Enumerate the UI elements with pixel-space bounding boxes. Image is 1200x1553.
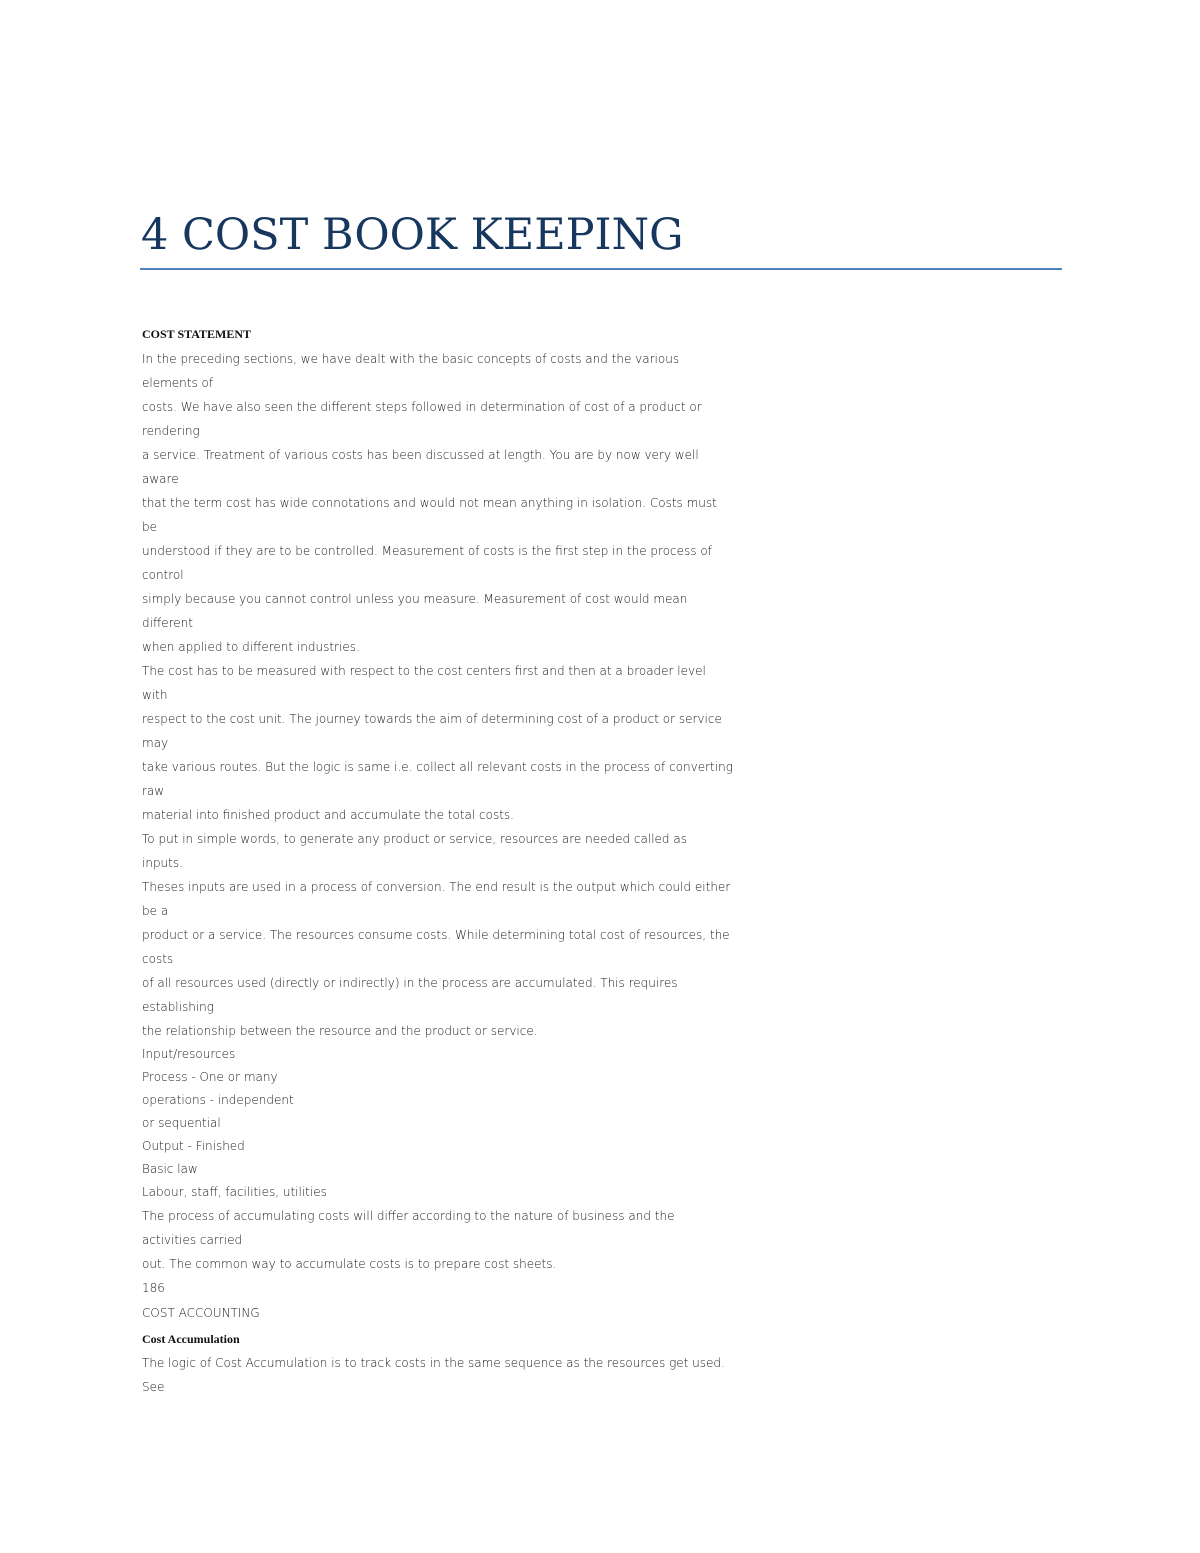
- paragraph-line: that the term cost has wide connotations and would not mean anything in isolation. Costs must: [142, 496, 717, 510]
- paragraph-line: control: [142, 568, 184, 582]
- section-heading: COST STATEMENT: [142, 327, 252, 341]
- paragraph-line: inputs.: [142, 856, 183, 870]
- paragraph-line: costs: [142, 952, 174, 966]
- paragraph-line: material into finished product and accumulate the total costs.: [142, 808, 514, 822]
- paragraph-line: To put in simple words, to generate any product or service, resources are needed called as: [142, 832, 687, 846]
- diagram-label: Process - One or many: [142, 1070, 278, 1084]
- body-text: [142, 322, 1072, 1399]
- paragraph-line: product or a service. The resources consume costs. While determining total cost of resources, the: [142, 928, 730, 942]
- running-head: COST ACCOUNTING: [142, 1306, 260, 1320]
- paragraph-line: rendering: [142, 424, 200, 438]
- diagram-label: Labour, staff, facilities, utilities: [142, 1185, 327, 1199]
- paragraph-line: be a: [142, 904, 169, 918]
- diagram-label: or sequential: [142, 1116, 221, 1130]
- paragraph-line: may: [142, 736, 169, 750]
- closing-line: activities carried: [142, 1233, 243, 1247]
- paragraph-line: of all resources used (directly or indirectly) in the process are accumulated. This requires: [142, 976, 678, 990]
- diagram-label: Output - Finished: [142, 1139, 245, 1153]
- diagram-label: Basic law: [142, 1162, 198, 1176]
- chapter-title: 4 COST BOOK KEEPING: [141, 210, 684, 260]
- paragraph-line: simply because you cannot control unless you measure. Measurement of cost would mean: [142, 592, 688, 606]
- paragraph-line: take various routes. But the logic is same i.e. collect all relevant costs in the process of converting: [142, 760, 733, 774]
- final-line: See: [142, 1380, 165, 1394]
- paragraph-line: when applied to different industries.: [142, 640, 360, 654]
- paragraph-line: understood if they are to be controlled. Measurement of costs is the first step in the process of: [142, 544, 712, 558]
- paragraph-line: respect to the cost unit. The journey towards the aim of determining cost of a product or service: [142, 712, 722, 726]
- paragraph-line: a service. Treatment of various costs has been discussed at length. You are by now very well: [142, 448, 699, 462]
- paragraph-line: aware: [142, 472, 179, 486]
- diagram-label: operations - independent: [142, 1093, 294, 1107]
- paragraph-line: costs. We have also seen the different steps followed in determination of cost of a product or: [142, 400, 702, 414]
- paragraph-line: elements of: [142, 376, 214, 390]
- title-rule: [140, 268, 1062, 270]
- paragraph-line: with: [142, 688, 168, 702]
- diagram-label: Input/resources: [142, 1047, 236, 1061]
- paragraph-line: In the preceding sections, we have dealt with the basic concepts of costs and the various: [142, 352, 680, 366]
- final-line: The logic of Cost Accumulation is to track costs in the same sequence as the resources get used.: [142, 1356, 725, 1370]
- paragraph-line: different: [142, 616, 193, 630]
- paragraph-line: the relationship between the resource and the product or service.: [142, 1024, 538, 1038]
- paragraph-line: establishing: [142, 1000, 214, 1014]
- paragraph-line: raw: [142, 784, 165, 798]
- paragraph-line: be: [142, 520, 157, 534]
- paragraph-line: The cost has to be measured with respect to the cost centers first and then at a broader level: [142, 664, 706, 678]
- page-number: 186: [142, 1281, 165, 1295]
- closing-line: out. The common way to accumulate costs is to prepare cost sheets.: [142, 1257, 557, 1271]
- closing-line: The process of accumulating costs will differ according to the nature of business and the: [142, 1209, 675, 1223]
- paragraph-line: Theses inputs are used in a process of conversion. The end result is the output which could either: [142, 880, 731, 894]
- subheading: Cost Accumulation: [142, 1332, 240, 1346]
